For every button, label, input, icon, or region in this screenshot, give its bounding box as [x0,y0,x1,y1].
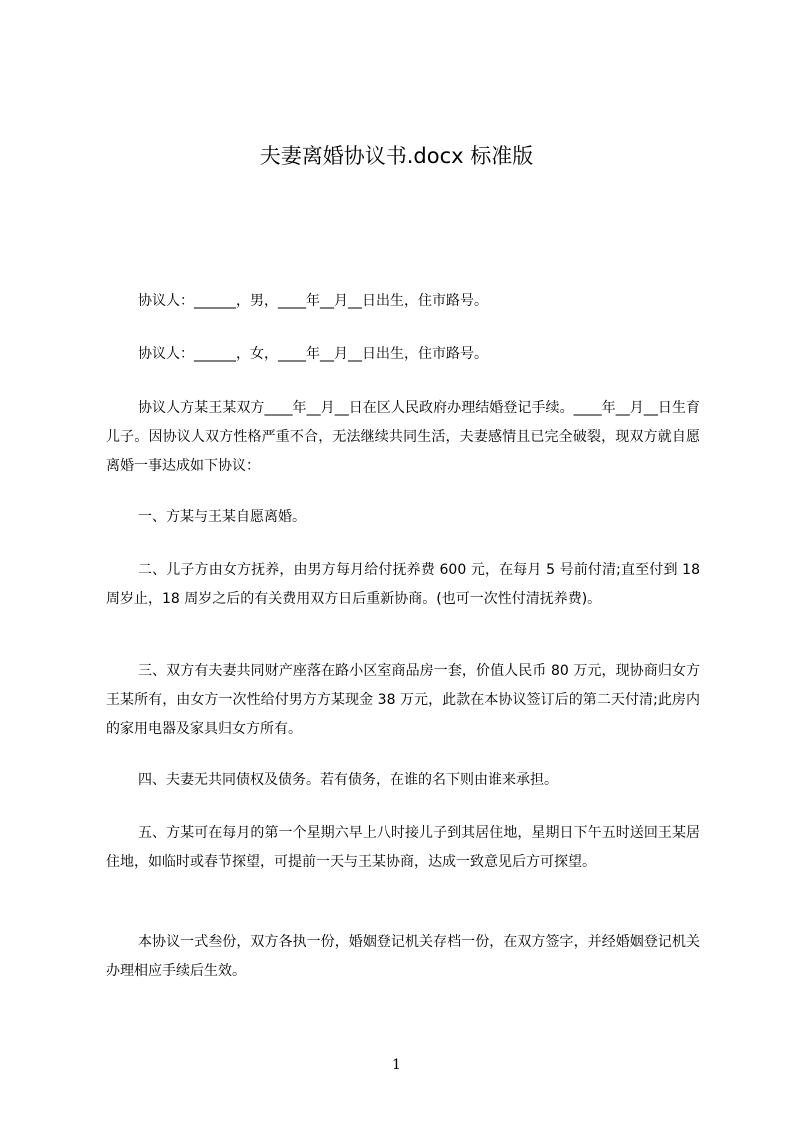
clause-4-paragraph: 四、夫妻无共同债权及债务。若有债务，在谁的名下则由谁来承担。 [138,772,558,788]
party-female-paragraph: 协议人：______，女，____年__月__日出生，住市路号。 [138,346,488,362]
clause-2-paragraph: 二、儿子方由女方抚养，由男方每月给付抚养费 600 元，在每月 5 号前付清;直至付到 18 周岁止，18 周岁之后的有关费用双方日后重新协商。(也可一次性付清抚养费)。 [106,562,700,607]
clause-1-paragraph: 一、方某与王某自愿离婚。 [138,509,306,525]
clause-3-paragraph: 三、双方有夫妻共同财产座落在路小区室商品房一套，价值人民币 80 万元，现协商归女方王某所有，由女方一次性给付男方方某现金 38 万元，此款在本协议签订后的第二天付清;此房内的家用电器及家具归女方所有。 [106,663,700,737]
closing-paragraph: 本协议一式叁份，双方各执一份，婚姻登记机关存档一份，在双方签字，并经婚姻登记机关办理相应手续后生效。 [106,934,700,979]
party-male-paragraph: 协议人：______，男，____年__月__日出生，住市路号。 [138,293,488,309]
page-number: 1 [392,1057,401,1073]
clause-5-paragraph: 五、方某可在每月的第一个星期六早上八时接儿子到其居住地，星期日下午五时送回王某居住地，如临时或春节探望，可提前一天与王某协商，达成一致意见后方可探望。 [106,825,700,870]
document-title: 夫妻离婚协议书.docx 标准版 [259,144,534,168]
background-paragraph: 协议人方某王某双方____年__月__日在区人民政府办理结婚登记手续。____年__月__日生育儿子。因协议人双方性格严重不合，无法继续共同生活，夫妻感情且已完全破裂，现双方就自愿离婚一事达成如下协议： [106,400,700,474]
